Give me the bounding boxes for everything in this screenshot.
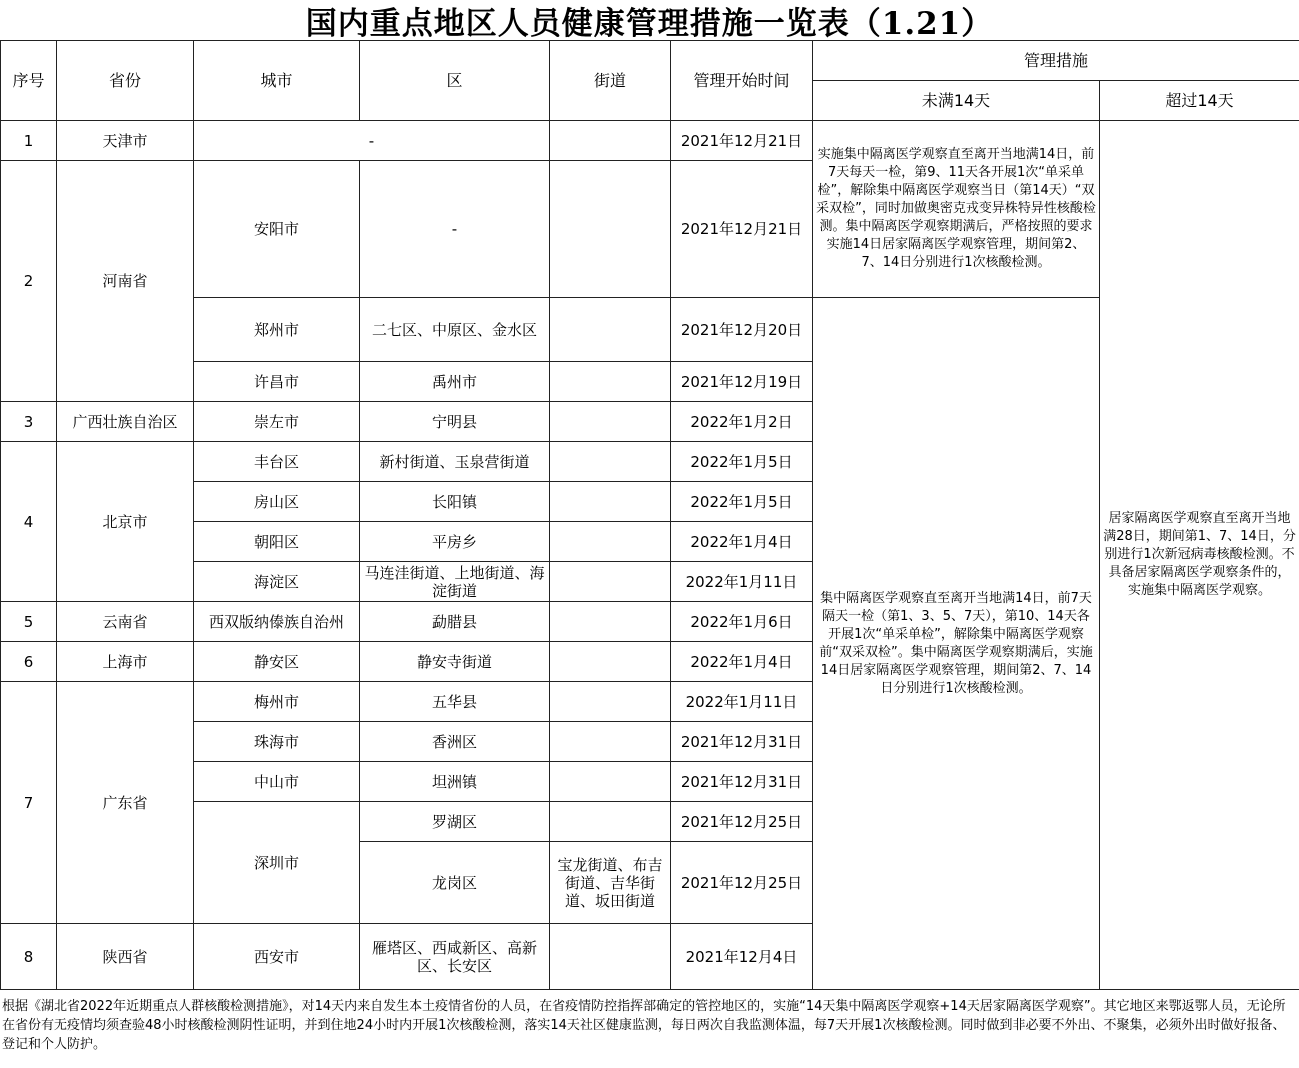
cell-district: 勐腊县: [360, 602, 550, 642]
cell-district: 静安寺街道: [360, 642, 550, 682]
cell-time: 2022年1月11日: [671, 682, 813, 722]
cell-district: 宁明县: [360, 402, 550, 442]
cell-city-district: -: [194, 121, 550, 161]
cell-district: 长阳镇: [360, 482, 550, 522]
table-row: [1, 121, 1299, 161]
cell-city: 海淀区: [194, 562, 360, 602]
cell-province: 广西壮族自治区: [57, 402, 194, 442]
cell-city: 朝阳区: [194, 522, 360, 562]
cell-time: 2021年12月31日: [671, 762, 813, 802]
cell-street: [550, 121, 671, 161]
header-start-time: 管理开始时间: [671, 41, 813, 121]
header-province: 省份: [57, 41, 194, 121]
cell-street: [550, 562, 671, 602]
cell-street: [550, 924, 671, 990]
cell-district: 马连洼街道、上地街道、海淀街道: [360, 562, 550, 602]
cell-district: 平房乡: [360, 522, 550, 562]
cell-measure-under14-a: 实施集中隔离医学观察直至离开当地满14日，前7天每天一检，第9、11天各开展1次“单采单检”，解除集中隔离医学观察当日（第14天）“双采双检”，同时加做奥密克戎变异株特异性核酸检测。集中隔离医学观察期满后，严格按照的要求实施14日居家隔离医学观察管理，期间第2、7、14日分别进行1次核酸检测。: [813, 121, 1100, 298]
cell-city: 中山市: [194, 762, 360, 802]
cell-street: [550, 442, 671, 482]
cell-street: [550, 682, 671, 722]
cell-no: 2: [1, 161, 57, 402]
header-over-14-days: 超过14天: [1100, 81, 1299, 121]
health-measures-table: [0, 40, 1299, 990]
cell-no: 1: [1, 121, 57, 161]
footnote: 根据《湖北省2022年近期重点人群核酸检测措施》，对14天内来自发生本土疫情省份的人员，在省疫情防控指挥部确定的管控地区的，实施“14天集中隔离医学观察+14天居家隔离医学观察”。其它地区来鄂返鄂人员，无论所在省份有无疫情均须查验48小时核酸检测阴性证明，并到住地24小时内开展1次核酸检测，落实14天社区健康监测，每日两次自我监测体温，每7天开展1次核酸检测。同时做到非必要不外出、不聚集，必须外出时做好报备、登记和个人防护。: [2, 999, 1286, 1052]
cell-city: 崇左市: [194, 402, 360, 442]
page-title: 国内重点地区人员健康管理措施一览表（1.21）: [305, 5, 994, 42]
cell-time: 2022年1月4日: [671, 642, 813, 682]
header-row: [1, 41, 1299, 81]
cell-city: 静安区: [194, 642, 360, 682]
cell-street: [550, 362, 671, 402]
cell-province: 广东省: [57, 682, 194, 924]
cell-province: 北京市: [57, 442, 194, 602]
header-measures: 管理措施: [813, 41, 1299, 81]
cell-time: 2021年12月21日: [671, 121, 813, 161]
cell-no: 6: [1, 642, 57, 682]
cell-province: 云南省: [57, 602, 194, 642]
cell-street: [550, 602, 671, 642]
cell-measure-over14: 居家隔离医学观察直至离开当地满28日，期间第1、7、14日，分别进行1次新冠病毒核酸检测。不具备居家隔离医学观察条件的，实施集中隔离医学观察。: [1100, 121, 1299, 990]
header-no: 序号: [1, 41, 57, 121]
cell-city: 西安市: [194, 924, 360, 990]
cell-street: [550, 402, 671, 442]
cell-no: 5: [1, 602, 57, 642]
header-district: 区: [360, 41, 550, 121]
cell-time: 2022年1月4日: [671, 522, 813, 562]
cell-street: [550, 161, 671, 298]
cell-street: 宝龙街道、布吉街道、吉华街道、坂田街道: [550, 842, 671, 924]
cell-city: 许昌市: [194, 362, 360, 402]
cell-city: 郑州市: [194, 298, 360, 362]
cell-district: 坦洲镇: [360, 762, 550, 802]
cell-district: 香洲区: [360, 722, 550, 762]
cell-street: [550, 762, 671, 802]
cell-district: 龙岗区: [360, 842, 550, 924]
cell-no: 7: [1, 682, 57, 924]
cell-street: [550, 642, 671, 682]
cell-district: 罗湖区: [360, 802, 550, 842]
cell-no: 3: [1, 402, 57, 442]
cell-time: 2022年1月2日: [671, 402, 813, 442]
cell-province: 上海市: [57, 642, 194, 682]
cell-street: [550, 298, 671, 362]
cell-district: 新村街道、玉泉营街道: [360, 442, 550, 482]
cell-street: [550, 722, 671, 762]
cell-city: 西双版纳傣族自治州: [194, 602, 360, 642]
cell-city: 深圳市: [194, 802, 360, 924]
cell-city: 安阳市: [194, 161, 360, 298]
header-street: 街道: [550, 41, 671, 121]
cell-district: -: [360, 161, 550, 298]
header-city: 城市: [194, 41, 360, 121]
cell-time: 2022年1月5日: [671, 442, 813, 482]
cell-city: 珠海市: [194, 722, 360, 762]
cell-city: 丰台区: [194, 442, 360, 482]
cell-time: 2021年12月19日: [671, 362, 813, 402]
cell-time: 2021年12月4日: [671, 924, 813, 990]
cell-street: [550, 482, 671, 522]
cell-no: 4: [1, 442, 57, 602]
cell-measure-under14-b: 集中隔离医学观察直至离开当地满14日，前7天隔天一检（第1、3、5、7天），第10、14天各开展1次“单采单检”，解除集中隔离医学观察前“双采双检”。集中隔离医学观察期满后，实施14日居家隔离医学观察管理，期间第2、7、14日分别进行1次核酸检测。: [813, 298, 1100, 990]
cell-time: 2022年1月5日: [671, 482, 813, 522]
cell-time: 2021年12月31日: [671, 722, 813, 762]
cell-district: 二七区、中原区、金水区: [360, 298, 550, 362]
cell-no: 8: [1, 924, 57, 990]
cell-time: 2021年12月25日: [671, 842, 813, 924]
cell-province: 河南省: [57, 161, 194, 402]
cell-city: 房山区: [194, 482, 360, 522]
cell-district: 雁塔区、西咸新区、高新区、长安区: [360, 924, 550, 990]
cell-time: 2021年12月20日: [671, 298, 813, 362]
cell-province: 天津市: [57, 121, 194, 161]
cell-city: 梅州市: [194, 682, 360, 722]
cell-province: 陕西省: [57, 924, 194, 990]
cell-time: 2021年12月25日: [671, 802, 813, 842]
cell-time: 2022年1月11日: [671, 562, 813, 602]
cell-time: 2021年12月21日: [671, 161, 813, 298]
cell-time: 2022年1月6日: [671, 602, 813, 642]
cell-street: [550, 522, 671, 562]
header-under-14-days: 未满14天: [813, 81, 1100, 121]
cell-district: 五华县: [360, 682, 550, 722]
cell-street: [550, 802, 671, 842]
cell-district: 禹州市: [360, 362, 550, 402]
